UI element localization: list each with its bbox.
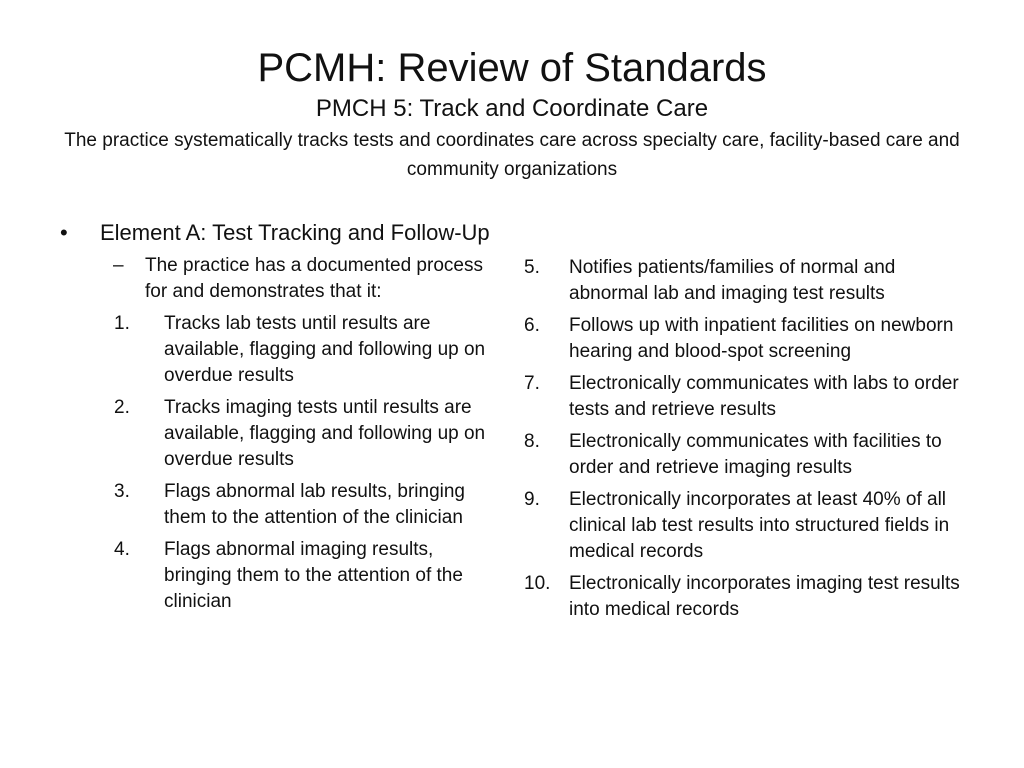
list-item-text: Follows up with inpatient facilities on newborn hearing and blood-spot screening <box>569 315 954 362</box>
list-item-number: 2. <box>114 397 130 418</box>
bullet-icon: • <box>60 220 68 245</box>
list-item-number: 10. <box>524 573 551 594</box>
list-item <box>524 571 974 623</box>
list-item-number: 6. <box>524 315 540 336</box>
list-item-text: Flags abnormal imaging results, bringing them to the attention of the clinician <box>164 539 463 612</box>
right-column <box>524 249 974 623</box>
list-item <box>524 371 974 423</box>
list-item <box>524 429 974 481</box>
element-a-heading: Element A: Test Tracking and Follow-Up <box>100 220 490 245</box>
list-item <box>524 487 974 565</box>
list-item-text: Electronically incorporates imaging test results into medical records <box>569 573 960 620</box>
list-item-number: 5. <box>524 257 540 278</box>
list-item <box>114 311 500 389</box>
list-item-text: Tracks lab tests until results are available, flagging and following up on overdue results <box>164 313 486 386</box>
list-item <box>114 479 500 531</box>
slide-description: The practice systematically tracks tests and coordinates care across specialty care, facility-based care and community organizations <box>64 130 960 180</box>
list-item-number: 4. <box>114 539 130 560</box>
sub-bullet <box>113 253 500 305</box>
list-item-text: Tracks imaging tests until results are available, flagging and following up on overdue results <box>164 397 486 470</box>
left-column <box>60 218 500 615</box>
list-item-text: Flags abnormal lab results, bringing them to the attention of the clinician <box>164 481 465 528</box>
list-item-text: Electronically communicates with labs to order tests and retrieve results <box>569 373 959 420</box>
list-item-number: 9. <box>524 489 540 510</box>
list-item <box>114 395 500 473</box>
list-item <box>524 255 974 307</box>
list-item-text: Electronically incorporates at least 40% of all clinical lab test results into structured fields in medical records <box>569 489 950 562</box>
title-block <box>40 42 984 184</box>
list-item <box>524 313 974 365</box>
sub-bullet-text: The practice has a documented process for and demonstrates that it: <box>145 255 483 302</box>
dash-icon: – <box>113 255 124 276</box>
list-item <box>114 537 500 615</box>
list-item-text: Electronically communicates with facilities to order and retrieve imaging results <box>569 431 942 478</box>
element-a-bullet <box>60 218 500 247</box>
list-item-text: Notifies patients/families of normal and abnormal lab and imaging test results <box>569 257 896 304</box>
list-item-number: 8. <box>524 431 540 452</box>
list-item-number: 7. <box>524 373 540 394</box>
list-item-number: 1. <box>114 313 130 334</box>
slide-title: PCMH: Review of Standards <box>257 46 767 90</box>
list-item-number: 3. <box>114 481 130 502</box>
slide-subtitle: PMCH 5: Track and Coordinate Care <box>315 95 709 122</box>
